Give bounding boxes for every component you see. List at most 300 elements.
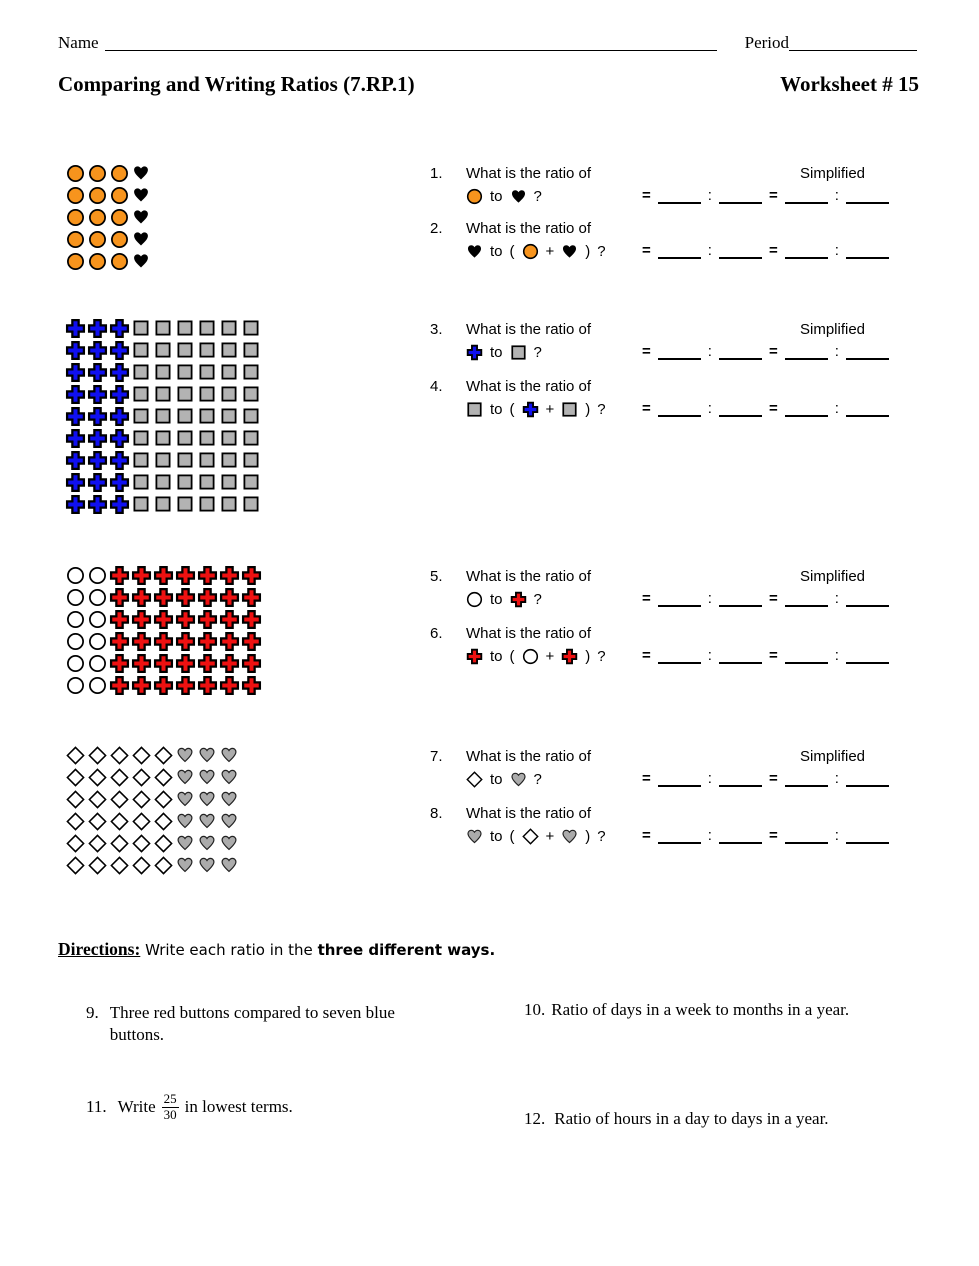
orange-circle-icon — [466, 188, 483, 205]
name-blank-line — [105, 34, 717, 51]
colon-separator: : — [707, 187, 712, 204]
shape-row — [64, 586, 262, 608]
blue-cross-icon — [108, 339, 130, 361]
gray-heart-icon — [218, 854, 240, 876]
gray-square-icon — [218, 317, 240, 339]
expression-text: ( — [509, 242, 515, 260]
simplified-label: Simplified — [800, 748, 866, 765]
orange-circle-icon — [108, 228, 130, 250]
colon-separator: : — [707, 343, 712, 360]
answer-blank — [658, 399, 701, 417]
equals-sign: = — [768, 343, 778, 360]
red-cross-icon — [466, 648, 483, 665]
colon-separator: : — [834, 187, 839, 204]
gray-square-icon — [174, 339, 196, 361]
red-cross-icon — [108, 564, 130, 586]
word-problem-12 — [524, 1108, 934, 1130]
ratio-expression — [466, 825, 606, 847]
gray-square-icon — [130, 405, 152, 427]
blue-cross-icon — [64, 405, 86, 427]
white-circle-icon — [522, 648, 539, 665]
ratio-question-7 — [428, 748, 898, 804]
colon-separator: : — [707, 400, 712, 417]
equals-sign: = — [642, 400, 651, 417]
directions-emphasis: three different ways. — [317, 941, 496, 959]
red-cross-icon — [130, 564, 152, 586]
question-number: 4. — [430, 378, 443, 395]
red-cross-icon — [196, 630, 218, 652]
white-circle-icon — [64, 586, 86, 608]
question-prompt: What is the ratio of — [466, 805, 592, 822]
equals-sign: = — [768, 242, 778, 259]
expression-text: ? — [533, 343, 542, 361]
directions — [58, 939, 495, 960]
answer-blank — [719, 399, 762, 417]
gray-heart-icon — [196, 832, 218, 854]
shape-row — [64, 339, 262, 361]
expression-text: ) — [585, 400, 591, 418]
blue-cross-icon — [108, 427, 130, 449]
period-blank-line — [789, 34, 917, 51]
gray-square-icon — [196, 471, 218, 493]
gray-heart-icon — [196, 810, 218, 832]
gray-square-icon — [152, 405, 174, 427]
answer-blanks-row — [642, 396, 889, 417]
answer-blank — [785, 769, 828, 787]
shape-grid-crosses-squares — [64, 317, 262, 515]
colon-separator: : — [834, 242, 839, 259]
white-diamond-icon — [64, 788, 86, 810]
gray-square-icon — [174, 449, 196, 471]
gray-heart-icon — [174, 854, 196, 876]
red-cross-icon — [218, 586, 240, 608]
answer-blank — [846, 646, 889, 664]
blue-cross-icon — [108, 383, 130, 405]
red-cross-icon — [130, 674, 152, 696]
orange-circle-icon — [108, 206, 130, 228]
red-cross-icon — [174, 630, 196, 652]
orange-circle-icon — [64, 228, 86, 250]
white-circle-icon — [64, 652, 86, 674]
white-circle-icon — [86, 674, 108, 696]
white-diamond-icon — [86, 766, 108, 788]
expression-text: to — [490, 770, 503, 788]
ratio-question-4 — [428, 378, 898, 434]
period-label: Period — [744, 33, 789, 52]
black-heart-icon — [130, 162, 152, 184]
gray-square-icon — [240, 317, 262, 339]
white-diamond-icon — [130, 810, 152, 832]
question-number: 5. — [430, 568, 443, 585]
white-diamond-icon — [108, 854, 130, 876]
expression-text: to — [490, 400, 503, 418]
colon-separator: : — [834, 590, 839, 607]
red-cross-icon — [174, 608, 196, 630]
answer-blank — [785, 399, 828, 417]
shape-grid-circles-hearts — [64, 162, 152, 272]
gray-heart-icon — [218, 832, 240, 854]
red-cross-icon — [130, 586, 152, 608]
blue-cross-icon — [64, 449, 86, 471]
colon-separator: : — [707, 827, 712, 844]
red-cross-icon — [196, 608, 218, 630]
red-cross-icon — [130, 652, 152, 674]
blue-cross-icon — [522, 401, 539, 418]
shape-row — [64, 608, 262, 630]
ratio-expression — [466, 398, 606, 420]
word-problem-text: Three red buttons compared to seven blue buttons. — [109, 1003, 395, 1045]
red-cross-icon — [218, 564, 240, 586]
question-prompt: What is the ratio of — [466, 165, 592, 182]
blue-cross-icon — [108, 361, 130, 383]
gray-heart-icon — [174, 766, 196, 788]
answer-blank — [658, 241, 701, 259]
shape-grid-circles-crosses — [64, 564, 262, 696]
red-cross-icon — [108, 630, 130, 652]
white-diamond-icon — [86, 854, 108, 876]
red-cross-icon — [240, 608, 262, 630]
white-diamond-icon — [152, 810, 174, 832]
answer-blanks-row — [642, 339, 889, 360]
white-diamond-icon — [466, 771, 483, 788]
question-prompt: What is the ratio of — [466, 748, 592, 765]
expression-text: ? — [597, 647, 606, 665]
question-number: 1. — [430, 165, 443, 182]
red-cross-icon — [108, 652, 130, 674]
gray-square-icon — [218, 361, 240, 383]
red-cross-icon — [196, 586, 218, 608]
red-cross-icon — [130, 608, 152, 630]
answer-blank — [846, 399, 889, 417]
white-diamond-icon — [130, 854, 152, 876]
white-circle-icon — [64, 564, 86, 586]
equals-sign: = — [768, 770, 778, 787]
page-title: Comparing and Writing Ratios (7.RP.1) — [58, 72, 415, 96]
gray-square-icon — [240, 339, 262, 361]
expression-text: ) — [585, 827, 591, 845]
blue-cross-icon — [108, 317, 130, 339]
gray-heart-icon — [561, 828, 578, 845]
ratio-question-5 — [428, 568, 898, 624]
shape-row — [64, 652, 262, 674]
white-circle-icon — [64, 608, 86, 630]
question-prompt: What is the ratio of — [466, 321, 592, 338]
shape-row — [64, 854, 240, 876]
expression-text: to — [490, 827, 503, 845]
white-circle-icon — [86, 608, 108, 630]
shape-row — [64, 250, 152, 272]
shape-row — [64, 405, 262, 427]
gray-square-icon — [196, 361, 218, 383]
expression-text: ) — [585, 647, 591, 665]
gray-square-icon — [130, 493, 152, 515]
red-cross-icon — [240, 652, 262, 674]
gray-heart-icon — [174, 832, 196, 854]
answer-blanks-row — [642, 643, 889, 664]
white-diamond-icon — [108, 744, 130, 766]
gray-square-icon — [240, 427, 262, 449]
answer-blanks-row — [642, 823, 889, 844]
orange-circle-icon — [86, 162, 108, 184]
black-heart-icon — [466, 243, 483, 260]
gray-square-icon — [240, 471, 262, 493]
ratio-expression — [466, 240, 606, 262]
gray-square-icon — [466, 401, 483, 418]
simplified-label: Simplified — [800, 165, 866, 182]
red-cross-icon — [152, 586, 174, 608]
question-number: 8. — [430, 805, 443, 822]
colon-separator: : — [834, 343, 839, 360]
shape-row — [64, 788, 240, 810]
question-prompt: What is the ratio of — [466, 625, 592, 642]
blue-cross-icon — [108, 471, 130, 493]
blue-cross-icon — [64, 317, 86, 339]
equals-sign: = — [768, 827, 778, 844]
red-cross-icon — [218, 630, 240, 652]
shape-row — [64, 162, 152, 184]
white-diamond-icon — [64, 810, 86, 832]
gray-square-icon — [196, 427, 218, 449]
white-diamond-icon — [130, 832, 152, 854]
gray-heart-icon — [196, 788, 218, 810]
word-problem-text: Ratio of days in a week to months in a year. — [551, 1000, 850, 1019]
white-diamond-icon — [130, 744, 152, 766]
white-circle-icon — [64, 630, 86, 652]
white-circle-icon — [86, 586, 108, 608]
title-row — [58, 72, 919, 97]
shape-row — [64, 361, 262, 383]
blue-cross-icon — [86, 317, 108, 339]
ratio-expression — [466, 588, 542, 610]
gray-square-icon — [240, 449, 262, 471]
red-cross-icon — [174, 674, 196, 696]
expression-text: to — [490, 647, 503, 665]
shape-row — [64, 427, 262, 449]
question-number: 3. — [430, 321, 443, 338]
gray-square-icon — [196, 383, 218, 405]
orange-circle-icon — [86, 206, 108, 228]
ratio-question-3 — [428, 321, 898, 377]
gray-square-icon — [196, 493, 218, 515]
answer-blank — [785, 826, 828, 844]
black-heart-icon — [130, 206, 152, 228]
directions-text: Write each ratio in the — [140, 941, 318, 959]
shape-row — [64, 766, 240, 788]
white-diamond-icon — [64, 766, 86, 788]
red-cross-icon — [152, 564, 174, 586]
gray-square-icon — [240, 361, 262, 383]
gray-heart-icon — [196, 854, 218, 876]
red-cross-icon — [152, 630, 174, 652]
white-diamond-icon — [64, 854, 86, 876]
blue-cross-icon — [64, 383, 86, 405]
gray-square-icon — [196, 339, 218, 361]
red-cross-icon — [218, 608, 240, 630]
word-problem-suffix: in lowest terms. — [184, 1097, 293, 1117]
red-cross-icon — [240, 586, 262, 608]
question-number: 7. — [430, 748, 443, 765]
blue-cross-icon — [86, 339, 108, 361]
answer-blanks-row — [642, 238, 889, 259]
colon-separator: : — [834, 400, 839, 417]
white-circle-icon — [64, 674, 86, 696]
answer-blank — [719, 646, 762, 664]
equals-sign: = — [768, 400, 778, 417]
ratio-expression — [466, 185, 542, 207]
red-cross-icon — [510, 591, 527, 608]
expression-text: ? — [597, 400, 606, 418]
equals-sign: = — [642, 827, 651, 844]
answer-blank — [719, 342, 762, 360]
orange-circle-icon — [64, 184, 86, 206]
shape-row — [64, 228, 152, 250]
white-circle-icon — [86, 652, 108, 674]
gray-heart-icon — [218, 744, 240, 766]
word-problem-text: Ratio of hours in a day to days in a year. — [554, 1109, 829, 1128]
orange-circle-icon — [64, 162, 86, 184]
blue-cross-icon — [86, 383, 108, 405]
gray-square-icon — [196, 405, 218, 427]
answer-blank — [846, 769, 889, 787]
orange-circle-icon — [522, 243, 539, 260]
equals-sign: = — [768, 647, 778, 664]
answer-blanks-row — [642, 586, 889, 607]
blue-cross-icon — [64, 339, 86, 361]
gray-square-icon — [218, 405, 240, 427]
gray-square-icon — [174, 383, 196, 405]
question-prompt: What is the ratio of — [466, 220, 592, 237]
equals-sign: = — [642, 187, 651, 204]
gray-square-icon — [130, 383, 152, 405]
fraction — [162, 1092, 179, 1123]
ratio-question-8 — [428, 805, 898, 861]
expression-text: to — [490, 187, 503, 205]
answer-blank — [658, 769, 701, 787]
expression-text: ( — [509, 827, 515, 845]
answer-blank — [846, 589, 889, 607]
word-problem-number: 9. — [86, 1003, 99, 1022]
red-cross-icon — [174, 586, 196, 608]
question-number: 2. — [430, 220, 443, 237]
fraction-numerator: 25 — [163, 1091, 177, 1106]
black-heart-icon — [130, 184, 152, 206]
answer-blank — [846, 342, 889, 360]
white-diamond-icon — [152, 788, 174, 810]
equals-sign: = — [768, 187, 778, 204]
white-diamond-icon — [108, 766, 130, 788]
colon-separator: : — [834, 647, 839, 664]
answer-blank — [719, 589, 762, 607]
white-diamond-icon — [86, 810, 108, 832]
gray-square-icon — [218, 493, 240, 515]
gray-square-icon — [196, 449, 218, 471]
orange-circle-icon — [108, 250, 130, 272]
red-cross-icon — [108, 674, 130, 696]
gray-square-icon — [240, 405, 262, 427]
expression-text: to — [490, 590, 503, 608]
answer-blank — [658, 186, 701, 204]
red-cross-icon — [240, 674, 262, 696]
blue-cross-icon — [86, 361, 108, 383]
orange-circle-icon — [64, 206, 86, 228]
gray-square-icon — [130, 317, 152, 339]
expression-text: ) — [585, 242, 591, 260]
black-heart-icon — [510, 188, 527, 205]
equals-sign: = — [642, 770, 651, 787]
expression-text: + — [545, 647, 555, 665]
orange-circle-icon — [64, 250, 86, 272]
shape-grid-diamonds-hearts — [64, 744, 240, 876]
blue-cross-icon — [86, 493, 108, 515]
black-heart-icon — [130, 250, 152, 272]
white-diamond-icon — [108, 810, 130, 832]
expression-text: + — [545, 400, 555, 418]
shape-row — [64, 471, 262, 493]
gray-square-icon — [174, 317, 196, 339]
gray-square-icon — [130, 339, 152, 361]
gray-heart-icon — [196, 766, 218, 788]
answer-blank — [658, 589, 701, 607]
answer-blank — [785, 241, 828, 259]
blue-cross-icon — [86, 405, 108, 427]
ratio-question-6 — [428, 625, 898, 681]
gray-heart-icon — [218, 810, 240, 832]
expression-text: ? — [533, 770, 542, 788]
white-diamond-icon — [522, 828, 539, 845]
answer-blank — [719, 826, 762, 844]
question-number: 6. — [430, 625, 443, 642]
white-diamond-icon — [108, 788, 130, 810]
gray-heart-icon — [218, 766, 240, 788]
gray-square-icon — [218, 339, 240, 361]
answer-blank — [719, 186, 762, 204]
red-cross-icon — [196, 564, 218, 586]
equals-sign: = — [768, 590, 778, 607]
orange-circle-icon — [86, 184, 108, 206]
answer-blank — [658, 646, 701, 664]
colon-separator: : — [834, 827, 839, 844]
white-diamond-icon — [152, 854, 174, 876]
ratio-question-1 — [428, 165, 898, 221]
gray-square-icon — [240, 383, 262, 405]
blue-cross-icon — [64, 361, 86, 383]
shape-row — [64, 832, 240, 854]
shape-row — [64, 674, 262, 696]
colon-separator: : — [707, 242, 712, 259]
gray-heart-icon — [510, 771, 527, 788]
red-cross-icon — [152, 608, 174, 630]
gray-square-icon — [218, 471, 240, 493]
orange-circle-icon — [108, 162, 130, 184]
red-cross-icon — [561, 648, 578, 665]
shape-row — [64, 493, 262, 515]
answer-blank — [785, 589, 828, 607]
blue-cross-icon — [86, 427, 108, 449]
word-problem-number: 10. — [524, 1000, 546, 1019]
expression-text: ( — [509, 400, 515, 418]
blue-cross-icon — [86, 471, 108, 493]
gray-square-icon — [174, 405, 196, 427]
gray-square-icon — [218, 427, 240, 449]
blue-cross-icon — [64, 471, 86, 493]
gray-square-icon — [152, 317, 174, 339]
expression-text: to — [490, 242, 503, 260]
gray-square-icon — [174, 471, 196, 493]
gray-square-icon — [152, 449, 174, 471]
answer-blank — [785, 342, 828, 360]
simplified-label: Simplified — [800, 568, 866, 585]
answer-blank — [846, 186, 889, 204]
